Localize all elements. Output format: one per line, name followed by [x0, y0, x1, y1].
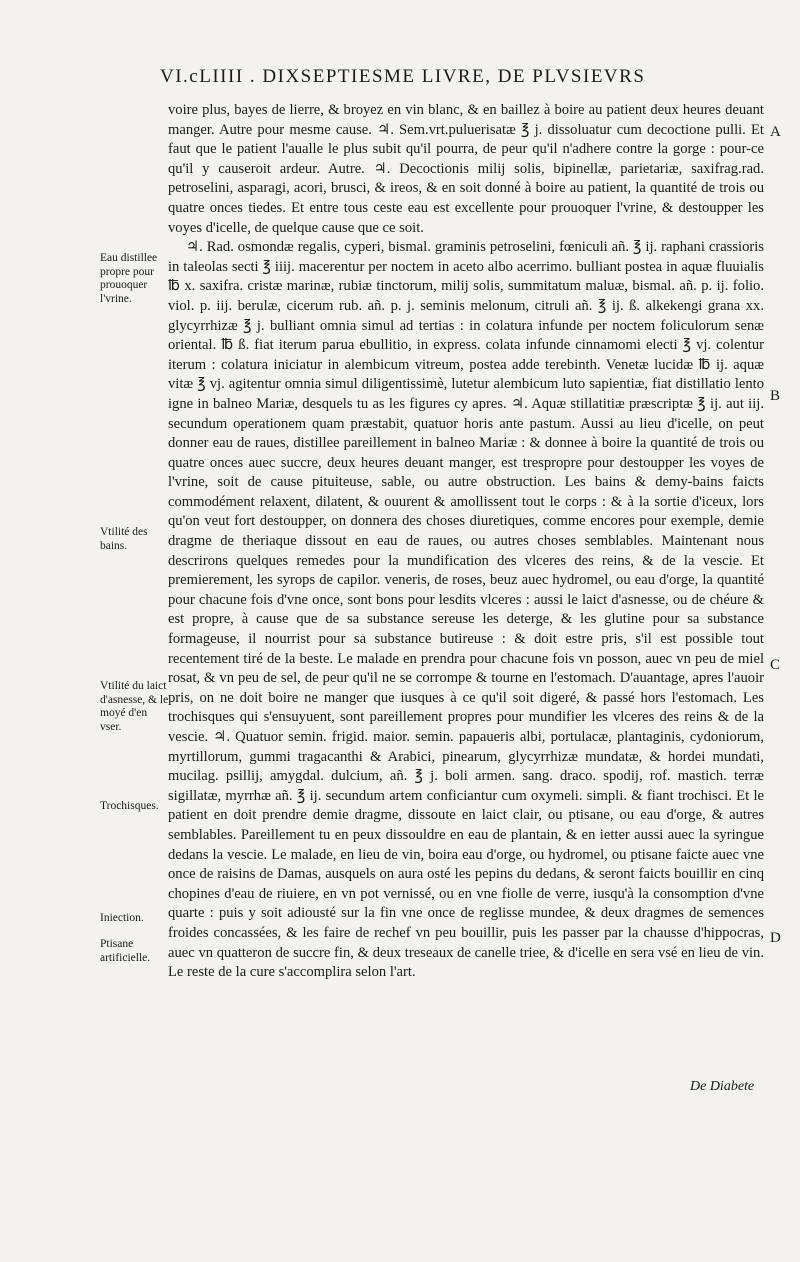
paragraph: voire plus, bayes de lierre, & broyez en vin blanc, & en baillez à boire au patient deux heures deuant manger. Autre pour mesme cause. ♃. Sem.vrt.puluerisatæ ℥ j. dissoluatur cum decoctione pulli. Et faut que le patient l'aualle le plus subit qu'il pourra, de peur qu'il n'adhere contre la gorge : pour-ce qu'il y causeroit ardeur. Autre. ♃. Decoctionis milij solis, bipinellæ, parietariæ, saxifrag.rad. petroselini, asparagi, acori, brusci, & ireos, & en soit donné à boire au patient, la quantité de trois ou quatre onces tiedes. Et entre tous ceste eau est excellente pour prouoquer l'vrine, & destoupper les voyes d'icelle, de quelque cause que ce soit. — [168, 102, 764, 236]
margin-note: Trochisques. — [100, 800, 159, 812]
margin-note: Vtilité du laict d'asnesse, & le moyé d'en vser. — [100, 680, 169, 733]
margin-note: Eau distillee propre pour prouoquer l'vrine. — [100, 252, 158, 305]
catchword: De Diabete — [690, 1079, 755, 1094]
margin-note: Vtilité des bains. — [100, 526, 148, 552]
section-mark: C — [770, 657, 781, 673]
main-text — [168, 101, 764, 983]
section-mark: B — [770, 388, 781, 404]
margin-note: Iniection. — [100, 912, 144, 924]
section-mark: D — [770, 930, 781, 946]
paragraph: ♃. Rad. osmondæ regalis, cyperi, bismal. graminis petroselini, fœniculi añ. ℥ ij. raphani crassioris in taleolas secti ℥ iiij. macerentur per noctem in aceto albo acerrimo. bulliant postea in aquæ fluuialis ℔ x. saxifra. cristæ marinæ, rubiæ tinctorum, milij solis, summitatum maluæ, bismal. añ. p. ij. folio. viol. p. iij. berulæ, cicerum rub. añ. p. j. seminis melonum, citruli añ. ℥ ij. ß. alkekengi grana xx. glycyrrhizæ ℥ j. bulliant omnia simul ad tertias : in colatura infunde per noctem foliculorum senæ oriental. ℔ ß. fiat iterum parua ebullitio, in express. colata infunde cinnamomi electi ℥ vj. colentur iterum : colatura iniciatur in alembicum vitreum, postea adde terebinth. Venetæ lucidæ ℔ ij. aquæ vitæ ℥ vj. agitentur omnia simul diligentissimè, lutetur alembicum luto sapientiæ, fiat distillatio lento igne in balneo Mariæ, desquels tu as les figures cy apres. ♃. Aquæ stillatitiæ præscriptæ ℥ ij. aut iij. secundum operationem quam præstabit, quatuor horis ante pastum. Aussi au lieu d'icelle, on peut donner eau de raues, distillee pareillement in balneo Mariæ : & donnee à boire la quantité de trois ou quatre onces auec succre, deux heures deuant manger, est trespropre pour destoupper les voyes de l'vrine, soit de cause pituiteuse, sable, ou autre obstruction. Les bains & demy-bains faicts commodément relaxent, dilatent, & ouurent & amollissent tout le corps : & à la sortie d'iceux, lors qu'on veut fort destoupper, on donnera des choses diuretiques, comme encores pour exemple, demie dragme de theriaque dissout en eau de raues, ou autres choses semblables. Maintenant nous descrirons quelques remedes pour la mundification des vlceres des reins, & de la vescie. Et premierement, les syrops de capilor. veneris, de roses, beuz auec hydromel, ou eau d'orge, la quantité pour chacune fois d'vne once, sont bons pour lesdits vlceres : aussi le laict d'asnesse, ou de chéure & est propre, à cause que de sa substance sereuse les deterge, & les glutine pour sa substance formageuse, il nourrist pour sa substance butireuse : & doit estre pris, s'il est possible tout recentement tiré de la beste. Le malade en prendra pour chacune fois vn posson, auec vn peu de miel rosat, & vn peu de sel, de peur qu'il ne se corrompe & tourne en l'estomach. D'auantage, apres l'auoir pris, on ne doit boire ne manger que iusques à ce qu'il soit digeré, & passé hors l'estomach. Les trochisques qui s'ensuyuent, sont pareillement propres pour mundifier les vlceres des reins & de la vescie. ♃. Quatuor semin. frigid. maior. semin. papaueris albi, portulacæ, plantaginis, cydoniorum, myrtillorum, gummi tragacanthi & Arabici, pinearum, glycyrrhizæ mundatæ, & hordei mundati, mucilag. psillij, amygdal. dulcium, añ. ℥ j. boli armen. sang. draco. spodij, rof. mastich. terræ sigillatæ, myrrhæ añ. ℥ ij. secundum artem conficiantur cum oxymeli. simpli. & fiant trochisci. Et le patient en doit prendre demie dragme, dissoute en laict clair, ou ptisane, ou eau d'orge, & autres semblables. Pareillement tu en peux dissouldre en eau de plantain, & en ietter aussi auec la syringue dedans la vescie. Le malade, en lieu de vin, boira eau d'orge, ou hydromel, ou ptisane faicte auec vne once de raisins de Damas, ausquels on aura osté les pepins du dedans, & seront faicts bouillir en cinq chopines d'eau de riuiere, en vn pot vernissé, ou en vne fiolle de verre, iusqu'à la consomption d'vne quarte : puis y soit adiousté sur la fin vne once de reglisse mundee, & deux dragmes de semences froides concassées, & les faire de rechef vn peu bouillir, puis les passer par la chausse d'hippocras, auec vn quatteron de succre fin, & deux treseaux de canelle triee, & d'icelle en sera vsé en lieu de vin. Le reste de la cure s'accomplira selon l'art. — [168, 239, 764, 981]
running-header: VI.cLIIII . DIXSEPTIESME LIVRE, DE PLVSIEVRS — [160, 66, 646, 87]
section-mark: A — [770, 124, 781, 140]
margin-note: Ptisane artificielle. — [100, 938, 151, 964]
